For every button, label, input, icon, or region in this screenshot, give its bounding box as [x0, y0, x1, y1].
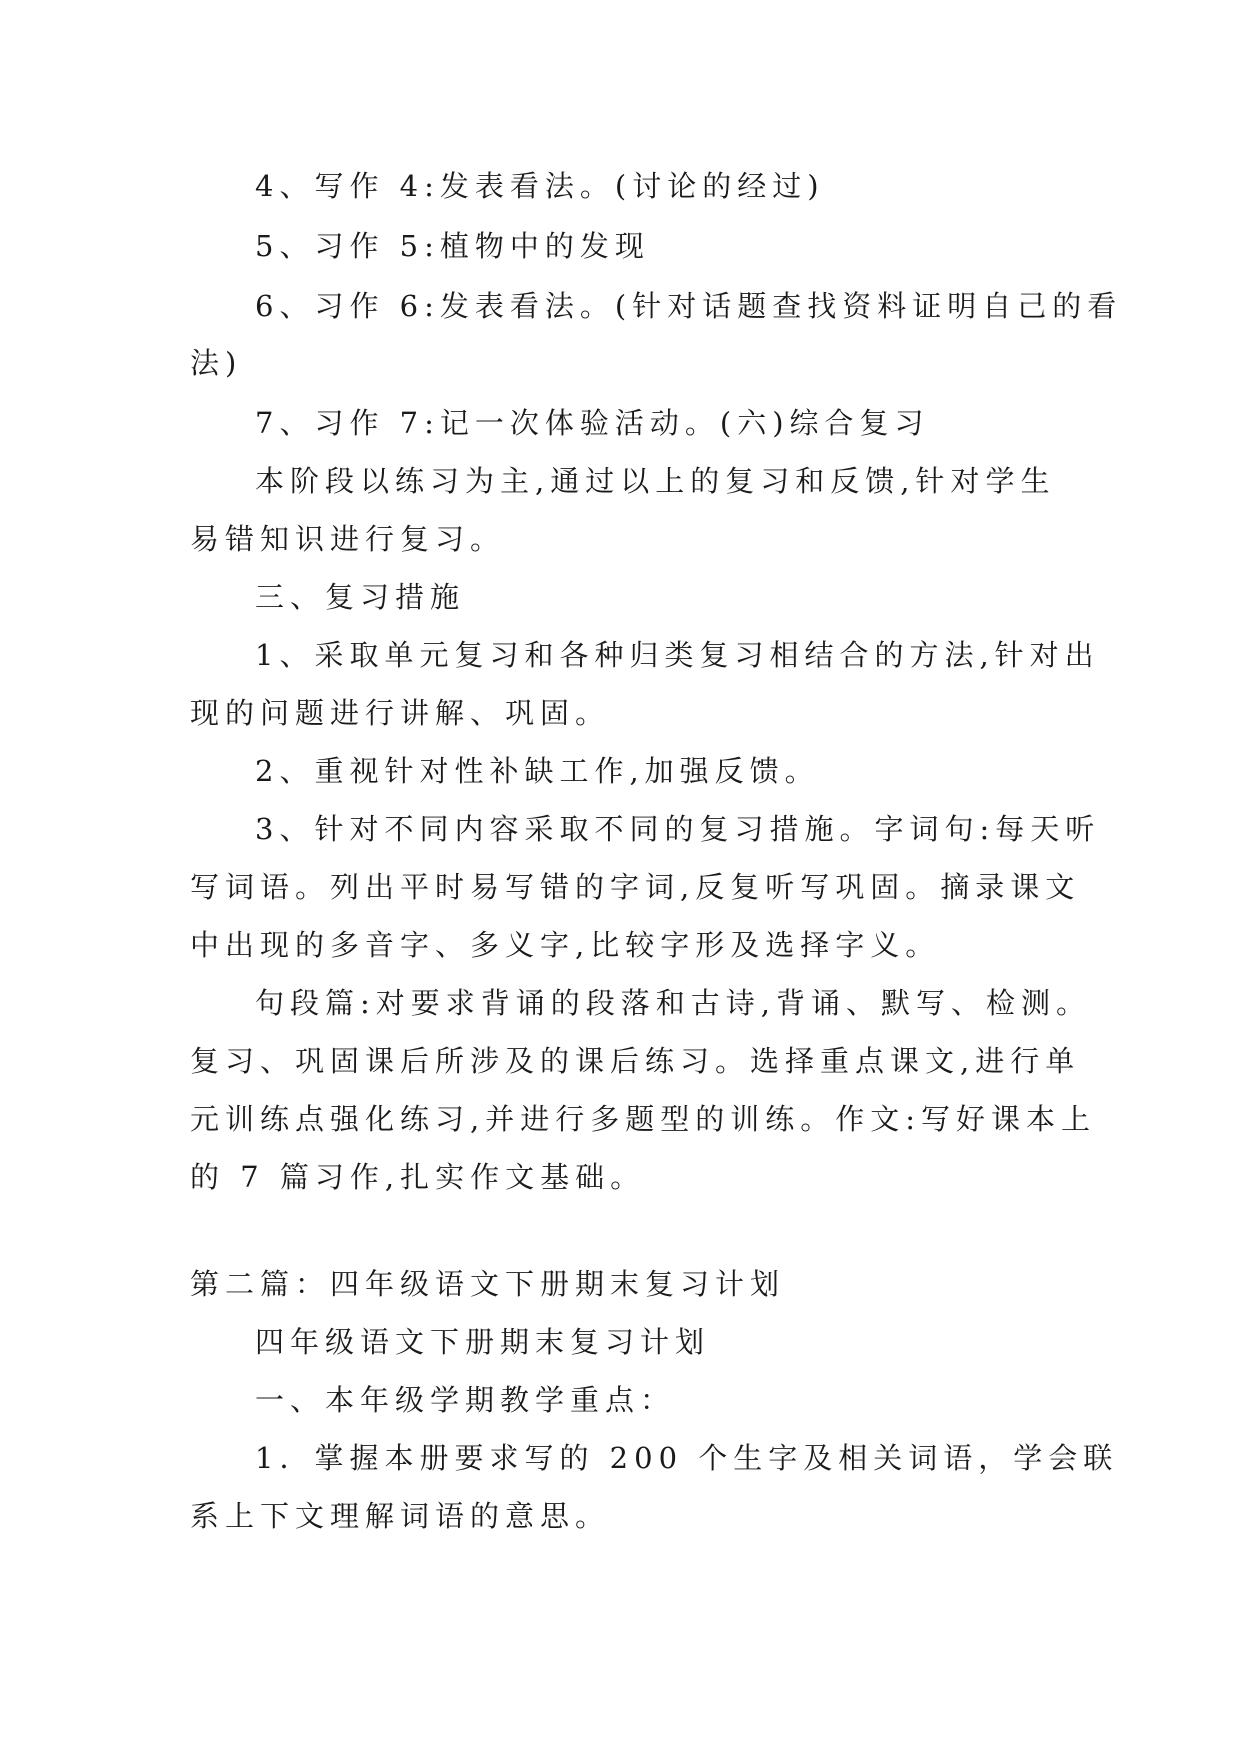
paragraph-line: 1．掌握本册要求写的 200 个生字及相关词语，学会联 [255, 1441, 1119, 1475]
paragraph-line: 7、习作 7:记一次体验活动。(六)综合复习 [255, 406, 930, 440]
paragraph-line: 6、习作 6:发表看法。(针对话题查找资料证明自己的看 [255, 289, 1123, 323]
section-heading: 三、复习措施 [255, 580, 466, 614]
chapter-title: 第二篇：四年级语文下册期末复习计划 [190, 1267, 786, 1301]
paragraph-line: 中出现的多音字、多义字,比较字形及选择字义。 [190, 928, 941, 962]
paragraph-line: 本阶段以练习为主,通过以上的复习和反馈,针对学生 [255, 464, 1056, 498]
paragraph-line: 的 7 篇习作,扎实作文基础。 [190, 1160, 646, 1194]
paragraph-line: 3、针对不同内容采取不同的复习措施。字词句:每天听 [255, 812, 1101, 846]
paragraph-line: 2、重视针对性补缺工作,加强反馈。 [255, 754, 820, 788]
paragraph-line: 5、习作 5:植物中的发现 [255, 229, 650, 263]
paragraph-line: 现的问题进行讲解、巩固。 [190, 696, 611, 730]
paragraph-line: 法) [190, 346, 243, 380]
document-title: 四年级语文下册期末复习计划 [255, 1325, 711, 1359]
paragraph-line: 系上下文理解词语的意思。 [190, 1499, 611, 1533]
paragraph-line: 元训练点强化练习,并进行多题型的训练。作文:写好课本上 [190, 1102, 1096, 1136]
section-heading: 一、本年级学期教学重点： [255, 1383, 676, 1417]
paragraph-line: 1、采取单元复习和各种归类复习相结合的方法,针对出 [255, 638, 1100, 672]
paragraph-line: 复习、巩固课后所涉及的课后练习。选择重点课文,进行单 [190, 1044, 1081, 1078]
paragraph-line: 4、写作 4:发表看法。(讨论的经过) [255, 169, 825, 203]
paragraph-line: 句段篇:对要求背诵的段落和古诗,背诵、默写、检测。 [255, 986, 1091, 1020]
paragraph-line: 易错知识进行复习。 [190, 522, 506, 556]
paragraph-line: 写词语。列出平时易写错的字词,反复听写巩固。摘录课文 [190, 870, 1081, 904]
